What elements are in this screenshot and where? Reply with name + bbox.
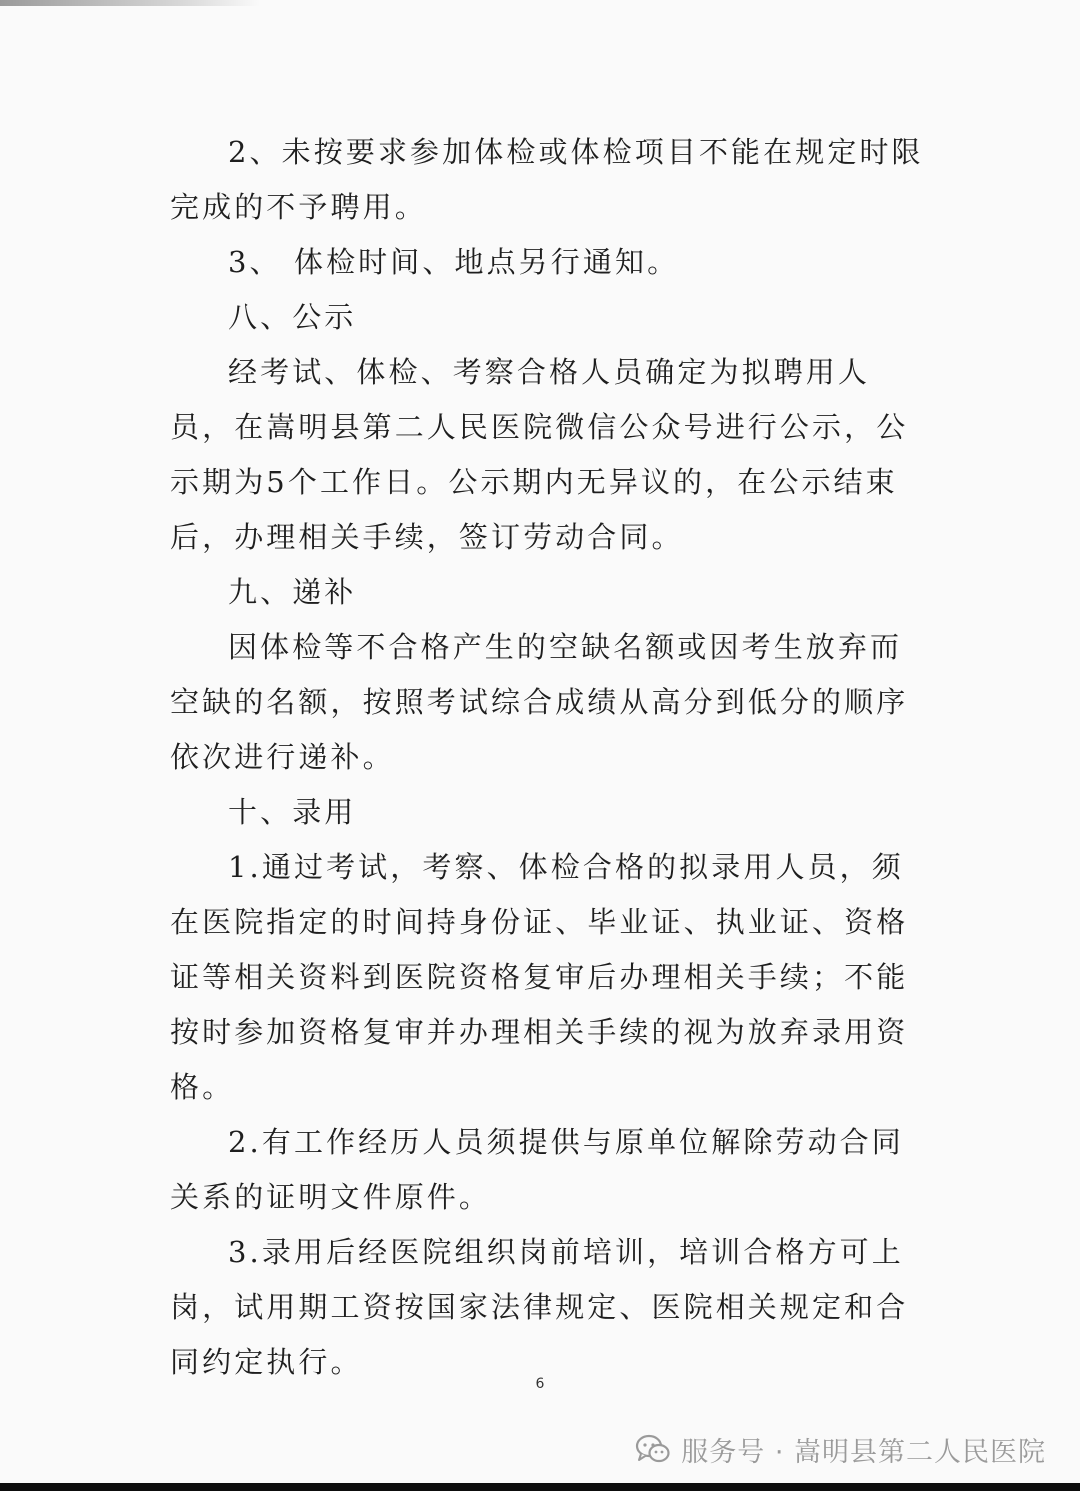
section-heading: 十、录用 xyxy=(228,795,357,829)
scan-edge-artifact xyxy=(0,0,260,6)
document-body xyxy=(170,125,930,1390)
watermark-text: 服务号 · 嵩明县第二人民医院 xyxy=(681,1436,1046,1468)
paragraph-body: 2.有工作经历人员须提供与原单位解除劳动合同关系的证明文件原件。 xyxy=(170,1125,904,1214)
page-number: 6 xyxy=(535,1376,545,1392)
watermark xyxy=(635,1429,1046,1469)
section-heading: 九、递补 xyxy=(228,575,357,609)
section-heading: 八、公示 xyxy=(228,300,357,334)
paragraph-body: 因体检等不合格产生的空缺名额或因考生放弃而空缺的名额，按照考试综合成绩从高分到低分的顺序依次进行递补。 xyxy=(170,630,909,774)
paragraph-body: 2、未按要求参加体检或体检项目不能在规定时限完成的不予聘用。 xyxy=(170,135,924,224)
paragraph-body: 1.通过考试，考察、体检合格的拟录用人员，须在医院指定的时间持身份证、毕业证、执业证、资格证等相关资料到医院资格复审后办理相关手续；不能按时参加资格复审并办理相关手续的视为放弃录用资格。 xyxy=(170,850,909,1104)
paragraph-body: 经考试、体检、考察合格人员确定为拟聘用人员，在嵩明县第二人民医院微信公众号进行公示，公示期为5个工作日。公示期内无异议的，在公示结束后，办理相关手续，签订劳动合同。 xyxy=(170,355,909,554)
paragraph-body: 3、 体检时间、地点另行通知。 xyxy=(228,245,680,279)
wechat-icon xyxy=(635,1434,671,1464)
scan-bottom-edge xyxy=(0,1483,1080,1491)
paragraph-body: 3.录用后经医院组织岗前培训，培训合格方可上岗，试用期工资按国家法律规定、医院相关规定和合同约定执行。 xyxy=(170,1235,909,1379)
